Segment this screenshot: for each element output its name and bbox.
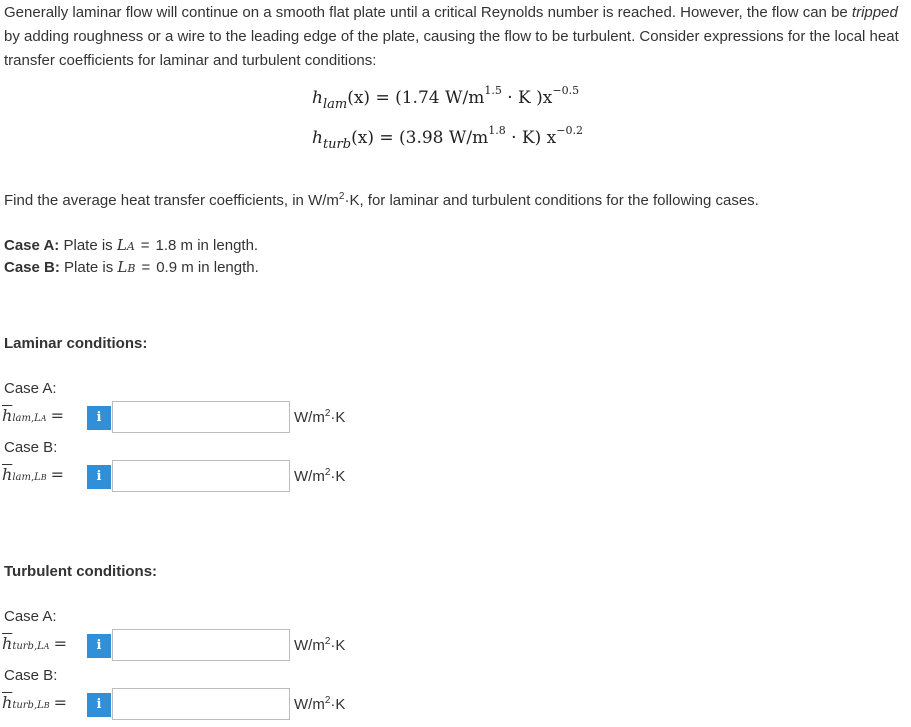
turbulent-heading: Turbulent conditions:	[4, 563, 158, 580]
laminar-case-a-input[interactable]	[112, 401, 290, 433]
info-icon[interactable]: i	[87, 465, 111, 489]
unit-label: $W/m^2\cdot K$	[294, 695, 346, 713]
laminar-heading: Laminar conditions:	[4, 335, 148, 352]
turbulent-case-a-row	[2, 629, 402, 663]
intro-text-1: Generally laminar flow will continue on a smooth flat plate until a critical Reynolds number is reached. However, the flow can be	[4, 4, 852, 21]
equation-turbulent: $h_{turb}(x) = (3.98$ $W/m^{1.8} \cdot K$) $x^{-0.2}$	[312, 124, 583, 152]
h-turb-la-symbol: $\overline{h}turb,LA$ =	[2, 634, 67, 653]
laminar-case-b-label: Case B:	[4, 439, 58, 456]
laminar-case-b-row	[2, 460, 402, 494]
turbulent-case-b-label: Case B:	[4, 667, 58, 684]
equation-laminar: $h_{lam}(x) = (1.74$ $W/m^{1.5} \cdot K$ )$x^{-0.5}$	[312, 84, 580, 112]
problem-intro	[4, 1, 909, 73]
unit-label: $W/m^2\cdot K$	[294, 636, 346, 654]
h-lam-la-symbol: $\overline{h}lam,LA$ =	[2, 406, 64, 425]
laminar-case-b-input[interactable]	[112, 460, 290, 492]
info-icon[interactable]: i	[87, 693, 111, 717]
unit-label: $W/m^2\cdot K$	[294, 408, 346, 426]
turbulent-case-b-row	[2, 688, 402, 722]
turbulent-case-a-input[interactable]	[112, 629, 290, 661]
info-icon[interactable]: i	[87, 634, 111, 658]
turbulent-case-a-label: Case A:	[4, 608, 57, 625]
info-icon[interactable]: i	[87, 406, 111, 430]
h-lam-lb-symbol: $\overline{h}lam,LB$ =	[2, 465, 65, 484]
find-instruction: Find the average heat transfer coefficients, in $W/m^2\cdot K$, for laminar and turbulent conditions for the following cases.	[4, 191, 759, 209]
intro-tripped: tripped	[851, 4, 898, 21]
case-b-description: Case B: Plate is LB = 0.9 m in length.	[4, 258, 259, 276]
laminar-case-a-row	[2, 401, 402, 435]
case-a-description: Case A: Plate is LA = 1.8 m in length.	[4, 236, 259, 254]
h-turb-lb-symbol: $\overline{h}turb,LB$ =	[2, 693, 68, 712]
turbulent-case-b-input[interactable]	[112, 688, 290, 720]
laminar-case-a-label: Case A:	[4, 380, 57, 397]
intro-text-2: by adding roughness or a wire to the leading edge of the plate, causing the flow to be turbulent. Consider expressions for the local heat transfer coefficients for laminar and turbulent conditions:	[4, 28, 899, 69]
unit-label: $W/m^2\cdot K$	[294, 467, 346, 485]
